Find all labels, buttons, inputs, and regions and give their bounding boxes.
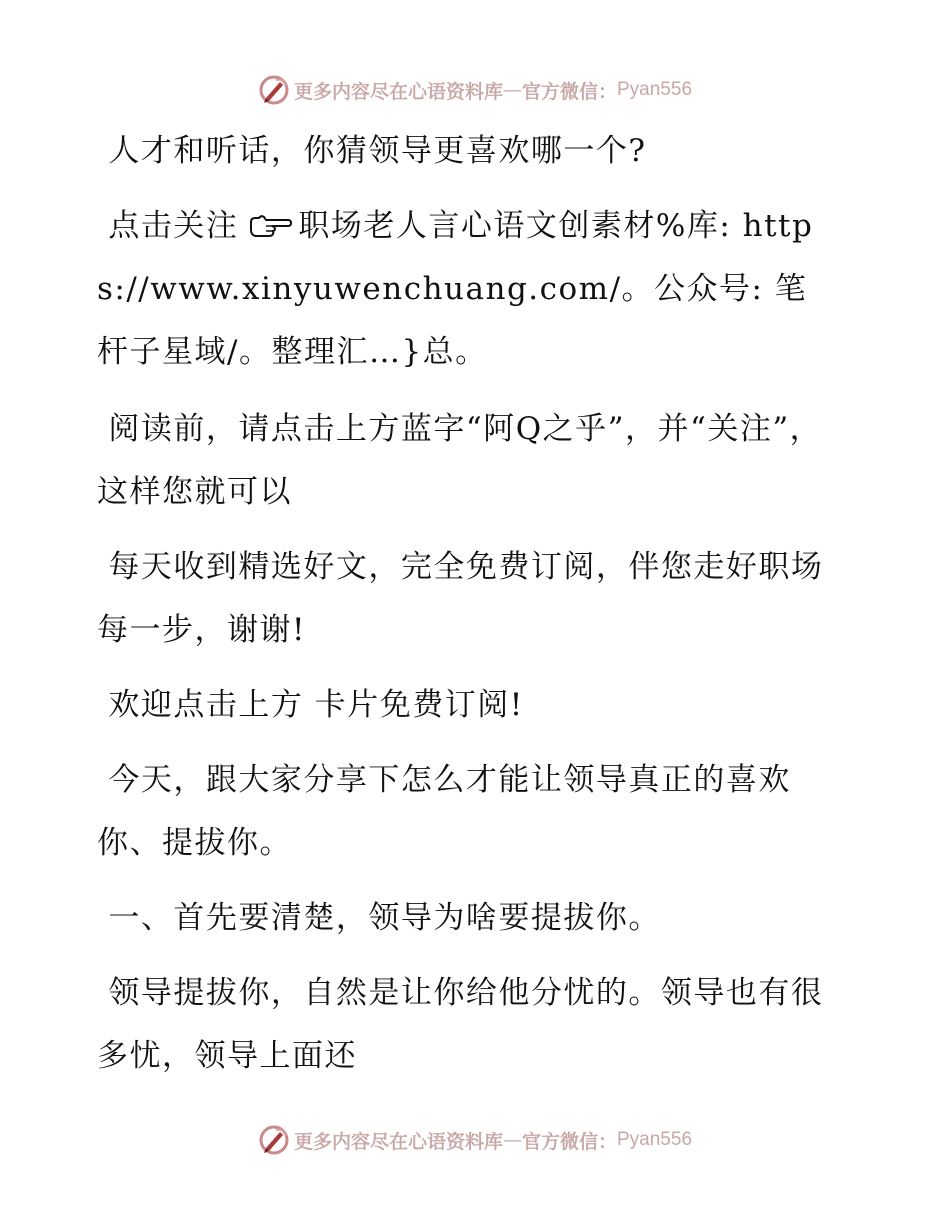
footer-separator: — xyxy=(502,1129,522,1151)
page-header-banner xyxy=(0,70,950,110)
pen-logo-icon xyxy=(258,1124,290,1156)
paragraph-card-subscribe: 欢迎点击上方 卡片免费订阅! xyxy=(97,687,524,723)
paragraph-daily-articles: 每天收到精选好文，完全免费订阅，伴您走好职场每一步，谢谢! xyxy=(97,549,824,648)
section-heading-1: 一、首先要清楚，领导为啥要提拔你。 xyxy=(97,900,661,936)
page-footer-banner xyxy=(0,1120,950,1160)
document-body xyxy=(97,120,832,1100)
footer-wechat-id: Pyan556 xyxy=(617,1129,693,1150)
pen-logo-icon xyxy=(258,74,290,106)
paragraph-today-share: 今天，跟大家分享下怎么才能让领导真正的喜欢你、提拔你。 xyxy=(97,762,791,861)
footer-slogan: 更多内容尽在心语资料库 xyxy=(293,1130,503,1153)
header-wechat-id: Pyan556 xyxy=(617,79,693,100)
page-title: 人才和听话，你猜领导更喜欢哪一个? xyxy=(97,133,647,169)
paragraph-subscribe-intro: 阅读前，请点击上方蓝字“阿Q之乎”，并“关注”，这样您就可以 xyxy=(97,411,823,510)
header-wechat-label: 官方微信： xyxy=(521,80,617,103)
paragraph-promotion-reason: 领导提拔你，自然是让你给他分忧的。领导也有很多忧，领导上面还 xyxy=(97,975,824,1074)
contact-text: 职场老人言心语文创素材%库: https://www.xinyuwenchuang.com/。公众号: 笔杆子星域/。整理汇…}总。 xyxy=(97,208,814,370)
header-slogan: 更多内容尽在心语资料库 xyxy=(293,80,503,103)
contact-paragraph xyxy=(97,195,832,384)
footer-wechat-label: 官方微信： xyxy=(521,1130,617,1153)
header-separator: — xyxy=(502,79,522,101)
pointing-hand-icon xyxy=(248,213,292,239)
contact-prefix: 点击关注 xyxy=(97,208,239,244)
